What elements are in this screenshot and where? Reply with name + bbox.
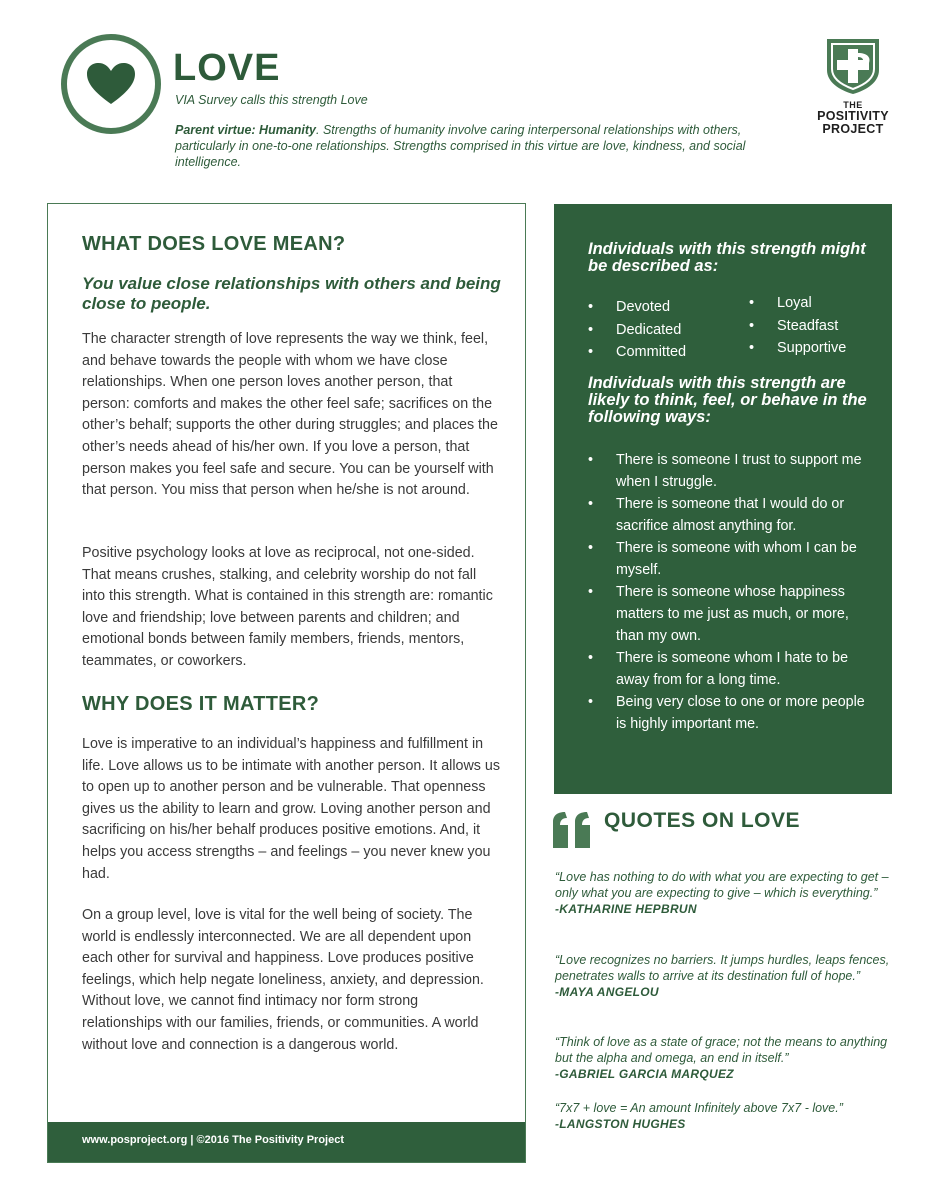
quote-block <box>555 1034 900 1082</box>
parent-virtue-description <box>175 122 750 170</box>
footer-text: www.posproject.org | ©2016 The Positivity Project <box>82 1134 345 1146</box>
quote-block <box>555 869 900 917</box>
behaviors-list <box>588 449 878 735</box>
footer-bar <box>48 1122 525 1162</box>
heading-behaviors: Individuals with this strength are likely to think, feel, or behave in the following ways: <box>588 374 867 426</box>
quote-text: “Love recognizes no barriers. It jumps hurdles, leaps fences, penetrates walls to arrive at its destination full of hope.” <box>555 953 890 983</box>
quote-text: “Love has nothing to do with what you are expecting to get – only what you are expecting to give – which is everything.” <box>555 870 889 900</box>
paragraph-importance: Love is imperative to an individual’s happiness and fulfillment in life. Love allows us to be intimate with another person. It allows us to open up to another person and be vulnerable. That openness gives us the ability to learn and grow. Loving another person and sacrificing on his/her behalf produces positive emotions. And, it helps you access strengths – and feelings – you never knew you had. <box>82 736 501 882</box>
positivity-project-logo <box>808 36 898 136</box>
parent-virtue-label: Parent virtue: Humanity <box>175 123 317 137</box>
trait-item: • Dedicated <box>588 319 686 342</box>
paragraph-reciprocal: Positive psychology looks at love as reciprocal, not one-sided. That means crushes, stalking, and celebrity worship do not fall into this strength. What is contained in this strength are: romantic love and friendship; love between parents and children; and emotional bonds between family members, friends, mentors, teammates, or coworkers. <box>82 545 493 669</box>
quote-author: -LANGSTON HUGHES <box>555 1117 686 1131</box>
page-title: LOVE <box>173 47 281 89</box>
heading-why-does-it-matter: WHY DOES IT MATTER? <box>82 693 320 715</box>
behavior-item: • There is someone whom I hate to be away from for a long time. <box>588 647 878 691</box>
love-logo-circle <box>61 34 161 134</box>
quote-text: “Think of love as a state of grace; not the means to anything but the alpha and omega, an end in itself.” <box>555 1035 888 1065</box>
behavior-item: • There is someone that I would do or sacrifice almost anything for. <box>588 493 878 537</box>
traits-column-2 <box>749 292 846 360</box>
trait-item: • Committed <box>588 341 686 364</box>
behavior-item: • There is someone whose happiness matters to me just as much, or more, than my own. <box>588 581 878 647</box>
brand-line2: PROJECT <box>822 122 884 136</box>
trait-item: • Loyal <box>749 292 846 315</box>
paragraph-definition: The character strength of love represents the way we think, feel, and behave towards the people with whom we have close relationships. When one person loves another person, that person: comforts and makes the other feel safe; sacrifices on the other’s behalf; supports the other during struggles; and places the other’s needs ahead of his/her own. If you love a person, that person makes you feel safe and secure. You can be yourself with that person. You miss that person when he/she is not around. <box>82 331 498 499</box>
brand-line1: POSITIVITY <box>817 109 889 123</box>
quote-author: -MAYA ANGELOU <box>555 985 659 999</box>
traits-column-1 <box>588 296 686 364</box>
quote-author: -KATHARINE HEPBRUN <box>555 902 697 916</box>
quote-author: -GABRIEL GARCIA MARQUEZ <box>555 1067 734 1081</box>
heading-what-does-love-mean: WHAT DOES LOVE MEAN? <box>82 233 346 255</box>
tagline: You value close relationships with others and being close to people. <box>82 274 501 313</box>
behavior-item: • There is someone I trust to support me when I struggle. <box>588 449 878 493</box>
traits-panel <box>554 204 892 794</box>
heart-icon <box>86 62 136 106</box>
heading-described-as: Individuals with this strength might be described as: <box>588 240 866 275</box>
quote-block <box>555 1100 900 1132</box>
quote-block <box>555 952 900 1000</box>
behavior-item: • Being very close to one or more people is highly important me. <box>588 691 878 735</box>
trait-item: • Devoted <box>588 296 686 319</box>
page-subtitle: VIA Survey calls this strength Love <box>175 93 368 107</box>
parent-virtue-text: . Strengths of humanity involve caring interpersonal relationships with others, particularly in one-to-one relationships. Strengths comprised in this virtue are love, kindness, and social intelligence. <box>175 123 746 169</box>
quotes-title: QUOTES ON LOVE <box>604 809 801 832</box>
trait-item: • Supportive <box>749 337 846 360</box>
brand-the: THE <box>843 100 863 110</box>
paragraph-society: On a group level, love is vital for the well being of society. The world is endlessly interconnected. We are all dependent upon each other for survival and happiness. Love produces positive feelings, which help negate loneliness, anxiety, and depression. Without love, we cannot find intimacy nor form strong relationships with our families, friends, or communities. A world without love and connection is a dangerous world. <box>82 907 484 1053</box>
definition-panel <box>47 203 526 1163</box>
shield-plus-icon <box>823 36 883 96</box>
quote-text: “7x7 + love = An amount Infinitely above 7x7 - love.” <box>555 1101 843 1115</box>
quote-mark-icon <box>553 812 595 848</box>
behavior-item: • There is someone with whom I can be myself. <box>588 537 878 581</box>
trait-item: • Steadfast <box>749 315 846 338</box>
